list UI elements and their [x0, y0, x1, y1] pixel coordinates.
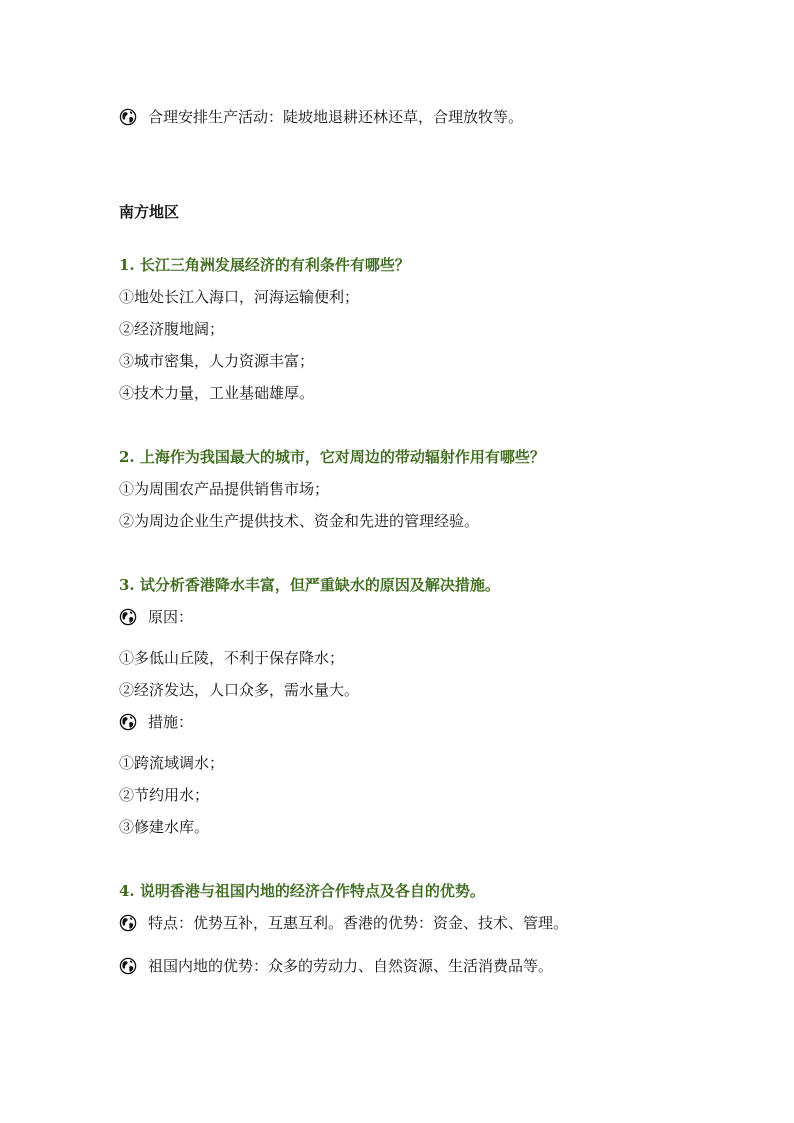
intro-text: 合理安排生产活动：陡坡地退耕还林还草，合理放牧等。: [148, 108, 524, 126]
question-1-title: 1. 长江三角洲发展经济的有利条件有哪些？: [119, 256, 410, 274]
point-bullet: [119, 956, 553, 976]
list-item: ③修建水库。: [119, 818, 210, 836]
globe-icon: [119, 914, 137, 932]
list-item: ②经济腹地阔；: [119, 320, 225, 338]
list-item: ①多低山丘陵，不利于保存降水；: [119, 649, 345, 667]
list-item: ①地处长江入海口，河海运输便利；: [119, 288, 360, 306]
measure-bullet: [119, 712, 193, 732]
list-item: ①跨流域调水；: [119, 754, 225, 772]
point-bullet: [119, 913, 568, 933]
list-item: ④技术力量，工业基础雄厚。: [119, 384, 315, 402]
reason-label: 原因：: [148, 608, 194, 626]
list-item: ②为周边企业生产提供技术、资金和先进的管理经验。: [119, 512, 480, 530]
globe-icon: [119, 108, 137, 126]
point-text: 祖国内地的优势：众多的劳动力、自然资源、生活消费品等。: [148, 957, 554, 975]
reason-bullet: [119, 607, 193, 627]
point-text: 特点：优势互补，互惠互利。香港的优势：资金、技术、管理。: [148, 914, 569, 932]
measure-label: 措施：: [148, 713, 194, 731]
question-3-title: 3. 试分析香港降水丰富，但严重缺水的原因及解决措施。: [119, 576, 500, 594]
section-title: 南方地区: [119, 203, 180, 221]
list-item: ②经济发达，人口众多，需水量大。: [119, 681, 360, 699]
question-4-title: 4. 说明香港与祖国内地的经济合作特点及各自的优势。: [119, 882, 485, 900]
intro-bullet: [119, 107, 523, 127]
list-item: ①为周围农产品提供销售市场；: [119, 480, 330, 498]
question-2-title: 2. 上海作为我国最大的城市，它对周边的带动辐射作用有哪些？: [119, 448, 545, 466]
globe-icon: [119, 957, 137, 975]
list-item: ③城市密集，人力资源丰富；: [119, 352, 315, 370]
globe-icon: [119, 608, 137, 626]
list-item: ②节约用水；: [119, 786, 210, 804]
globe-icon: [119, 713, 137, 731]
